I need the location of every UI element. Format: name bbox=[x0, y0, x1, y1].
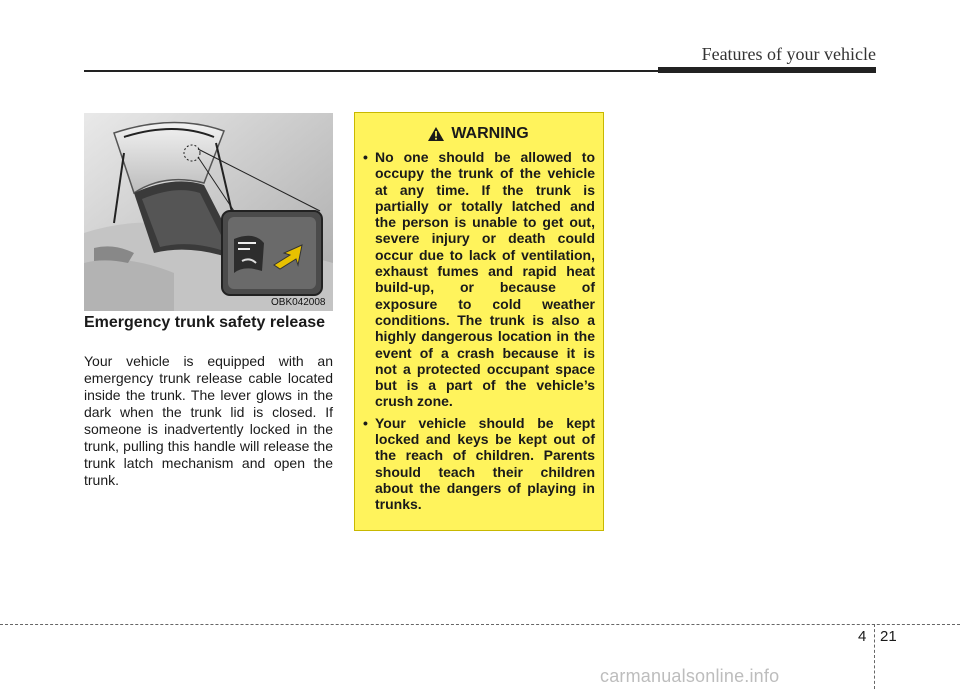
warning-item-text: Your vehicle should be kept locked and keys be kept out of the reach of children. Parents should teach their children about the dangers of playing in trunks. bbox=[375, 414, 595, 513]
warning-item bbox=[361, 415, 595, 513]
watermark: carmanualsonline.info bbox=[600, 666, 780, 686]
figure-code: OBK042008 bbox=[271, 297, 326, 308]
header-rule-accent bbox=[658, 67, 876, 73]
section-title: Emergency trunk safety release bbox=[84, 314, 326, 331]
header-title: Features of your vehicle bbox=[701, 44, 876, 64]
warning-item bbox=[361, 149, 595, 410]
trunk-illustration-graphic bbox=[84, 113, 333, 311]
bullet-icon: • bbox=[363, 414, 368, 431]
warning-label: WARNING bbox=[451, 125, 529, 142]
warning-list bbox=[361, 149, 595, 513]
footer-divider bbox=[874, 624, 875, 689]
warning-header bbox=[361, 123, 595, 145]
chapter-number: 4 bbox=[858, 628, 867, 645]
page-number: 21 bbox=[880, 628, 897, 645]
section-body: Your vehicle is equipped with an emergency trunk release cable located inside the trunk. The lever glows in the dark when the trunk lid is closed. If someone is inadvertently locked in the trunk, pulling this handle will release the trunk latch mechanism and open the trunk. bbox=[84, 353, 333, 488]
warning-item-text: No one should be allowed to occupy the trunk of the vehicle at any time. If the trunk is partially or totally latched and the person is unable to get out, severe injury or death could occur due to lack of ventilation, exhaust fumes and rapid heat build-up, or because of exposure to cold weather conditions. The trunk is also a highly dangerous location in the event of a crash because it is not a protected occupant space but is a part of the vehicle’s crush zone. bbox=[375, 149, 595, 410]
trunk-release-illustration bbox=[84, 113, 333, 311]
warning-box bbox=[354, 112, 604, 531]
bullet-icon: • bbox=[363, 149, 368, 165]
footer-rule bbox=[0, 624, 960, 625]
warning-triangle-icon bbox=[427, 126, 445, 142]
